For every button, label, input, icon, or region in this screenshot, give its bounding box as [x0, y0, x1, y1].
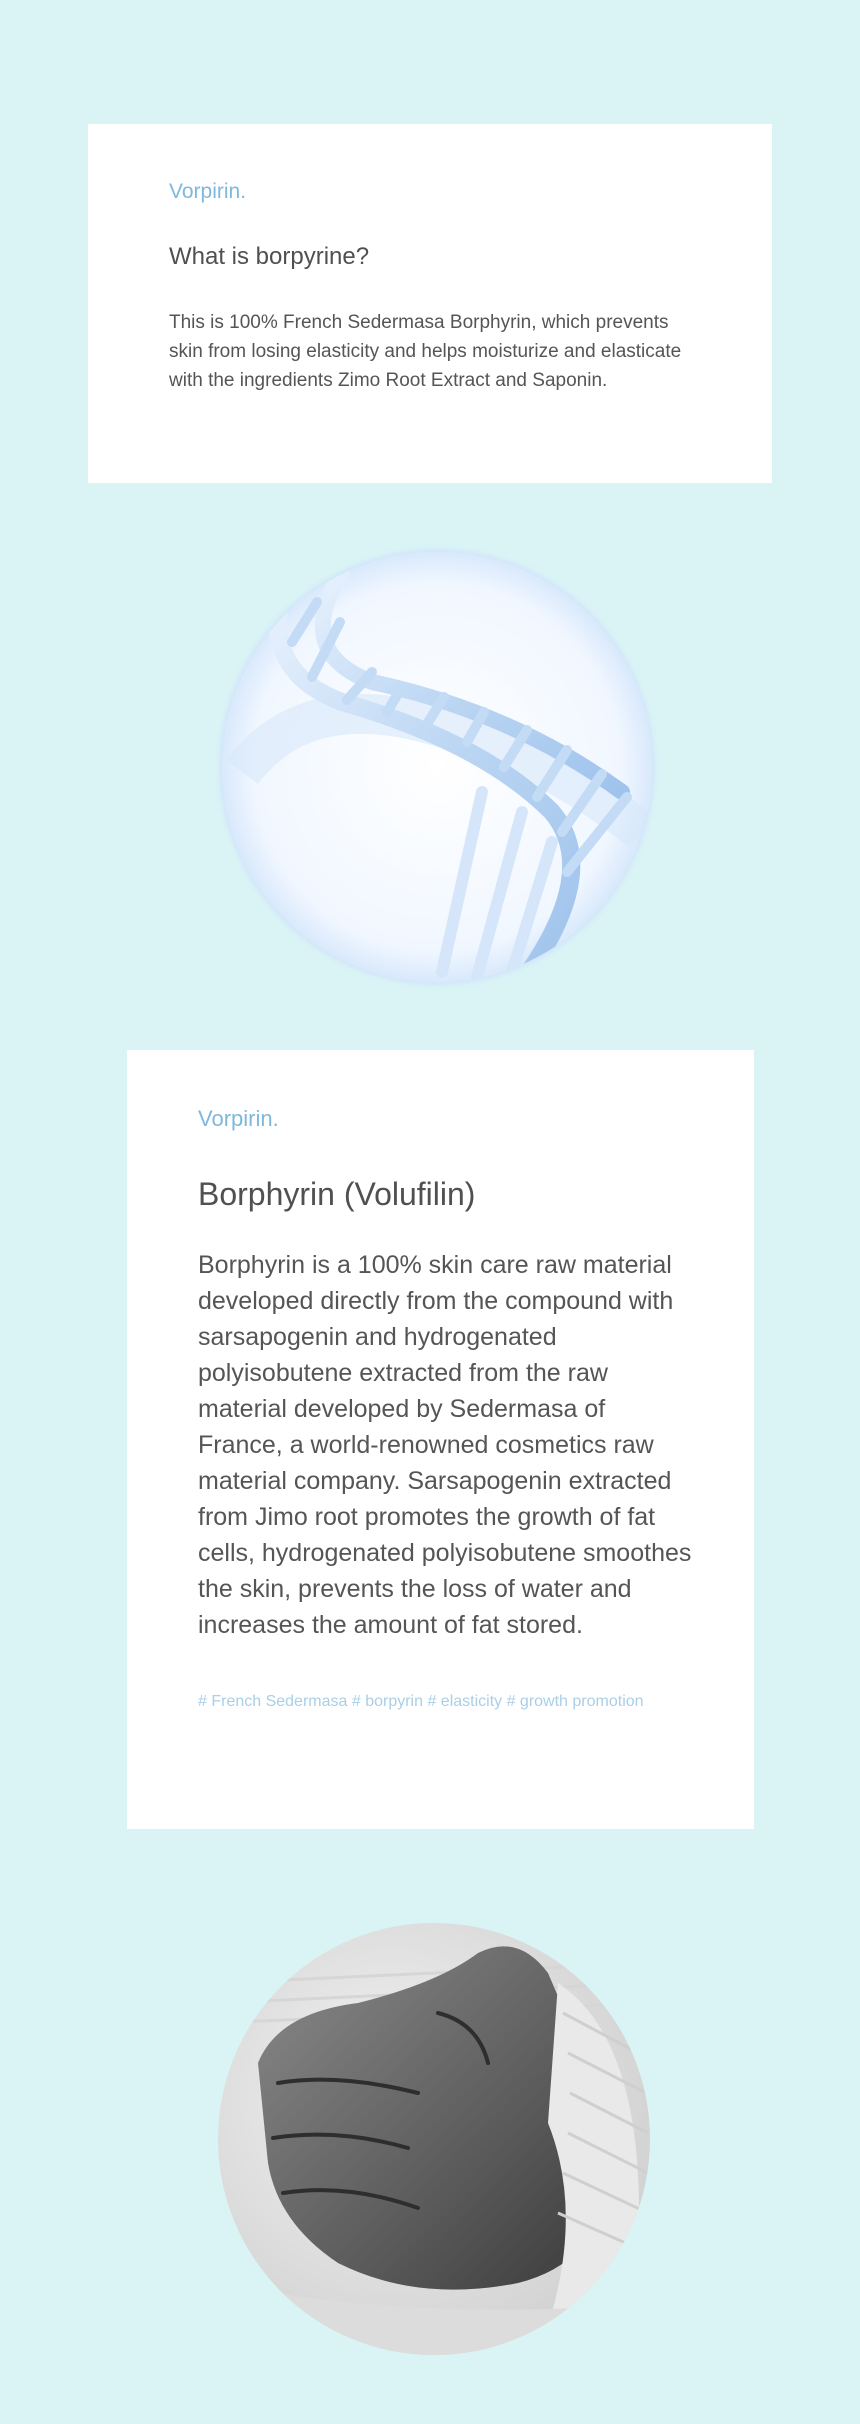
section-title: Borphyrin (Volufilin): [198, 1176, 476, 1212]
brand-label: Vorpirin.: [169, 180, 247, 203]
section-title: What is borpyrine?: [169, 243, 370, 270]
section-body: Borphyrin is a 100% skin care raw material developed directly from the compound with sarsapogenin and hydrogenated polyisobutene extracted from the raw material developed by Sedermasa of France, a world-renowned cosmetics raw material company. Sarsapogenin extracted from Jimo root promotes the growth of fat cells, hydrogenated polyisobutene smoothes the skin, prevents the loss of water and increases the amount of fat stored.: [198, 1251, 692, 1639]
dna-helix-image: [222, 552, 652, 982]
info-card-borphyrin: [127, 1050, 754, 1829]
hashtag-list: # French Sedermasa # borpyrin # elasticity # growth promotion: [198, 1693, 644, 1710]
info-card-borpyrine: [88, 124, 772, 483]
section-body: This is 100% French Sedermasa Borphyrin, which prevents skin from losing elasticity and helps moisturize and elasticate with the ingredients Zimo Root Extract and Saponin.: [169, 312, 682, 391]
brand-label: Vorpirin.: [198, 1106, 279, 1131]
hand-photo-image: [218, 1923, 650, 2355]
